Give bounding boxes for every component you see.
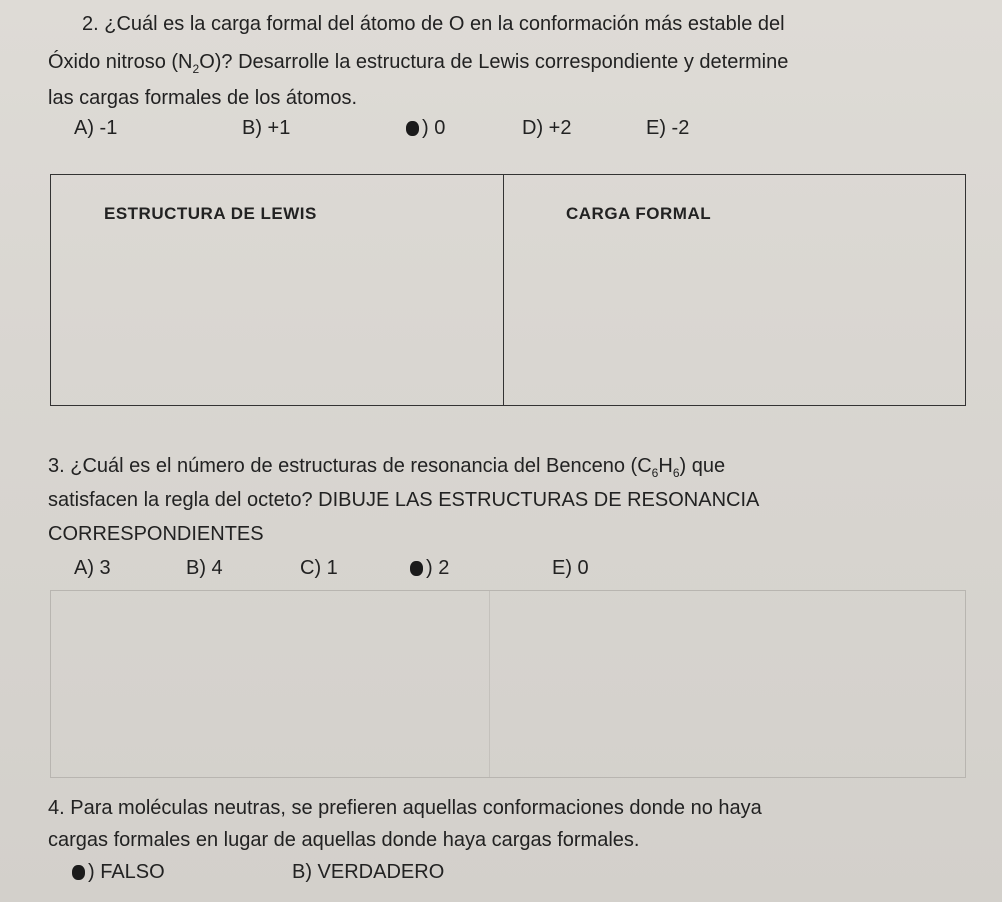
q2-option-d[interactable]: D) +2 [522, 117, 572, 139]
answer-mark-icon [406, 121, 419, 136]
q4-line-1: 4. Para moléculas neutras, se prefieren aquellas conformaciones donde no haya [48, 797, 762, 819]
q3-line-1: 3. ¿Cuál es el número de estructuras de resonancia del Benceno $(C_6H_6)$ que [48, 455, 726, 480]
table-divider [503, 175, 504, 405]
q3-option-c[interactable]: C) 1 [300, 557, 338, 579]
formal-charge-header: CARGA FORMAL [566, 204, 712, 223]
q2-line-1: 2. ¿Cuál es la carga formal del átomo de O en la conformación más estable del [82, 13, 785, 35]
q3-option-e[interactable]: E) 0 [552, 557, 589, 579]
q2-option-b[interactable]: B) +1 [242, 117, 291, 139]
q2-line-2: Óxido nitroso $(N_2O)$? Desarrolle la estructura de Lewis correspondiente y determine [48, 51, 789, 76]
q2-option-c-marked[interactable]: ) 0 [406, 116, 445, 140]
q3-option-a[interactable]: A) 3 [74, 557, 111, 579]
answer-mark-icon [410, 561, 423, 576]
q2-option-a[interactable]: A) -1 [74, 117, 118, 139]
answer-mark-icon [72, 865, 85, 880]
q3-line-2: satisfacen la regla del octeto? DIBUJE LAS ESTRUCTURAS DE RESONANCIA [48, 489, 760, 511]
q4-option-b[interactable]: B) VERDADERO [292, 861, 445, 883]
q3-option-d-marked[interactable]: ) 2 [410, 556, 449, 580]
q4-option-a-marked[interactable]: ) FALSO [72, 860, 165, 884]
q4-line-2: cargas formales en lugar de aquellas donde haya cargas formales. [48, 829, 640, 851]
resonance-drawing-box [50, 590, 966, 778]
drawing-box-divider [489, 591, 490, 777]
q2-option-e[interactable]: E) -2 [646, 117, 690, 139]
q3-line-3: CORRESPONDIENTES [48, 523, 264, 545]
lewis-structure-header: ESTRUCTURA DE LEWIS [104, 204, 317, 223]
q3-option-b[interactable]: B) 4 [186, 557, 223, 579]
q2-line-3: las cargas formales de los átomos. [48, 87, 358, 109]
